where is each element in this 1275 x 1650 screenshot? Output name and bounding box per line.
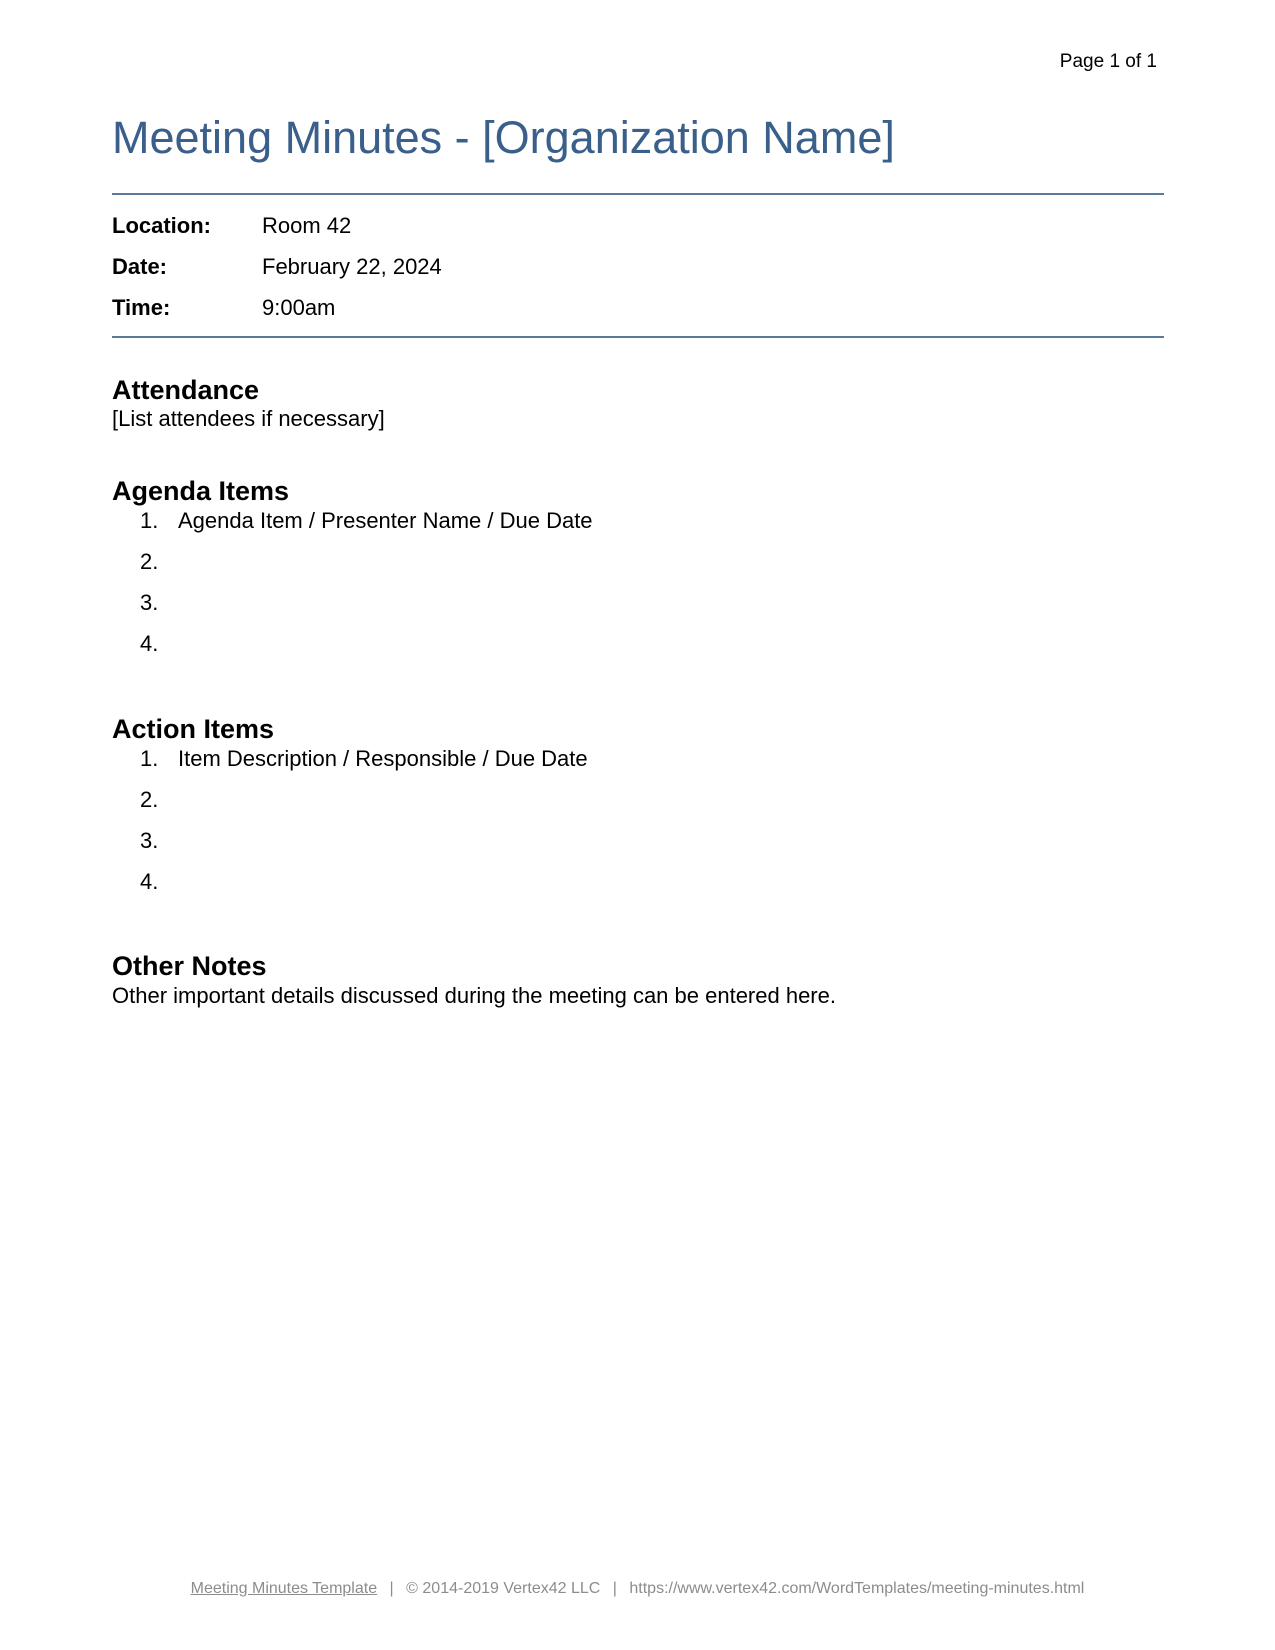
page-number: Page 1 of 1: [1059, 51, 1157, 72]
other-notes-text: Other important details discussed during the meeting can be entered here.: [112, 983, 836, 1008]
list-item-number: 1.: [140, 746, 159, 771]
date-label: Date:: [112, 254, 168, 279]
location-value: Room 42: [262, 213, 352, 238]
footer-separator: |: [612, 1580, 617, 1597]
list-item-text: Agenda Item / Presenter Name / Due Date: [178, 508, 593, 533]
list-item-number: 4.: [140, 631, 159, 656]
footer-url[interactable]: https://www.vertex42.com/WordTemplates/meeting-minutes.html: [629, 1580, 1085, 1597]
location-label: Location:: [112, 213, 211, 238]
list-item-number: 1.: [140, 508, 159, 533]
date-value: February 22, 2024: [262, 254, 442, 279]
list-item-number: 3.: [140, 828, 159, 853]
time-label: Time:: [112, 295, 171, 320]
list-item-text: Item Description / Responsible / Due Date: [178, 746, 588, 771]
list-item-number: 2.: [140, 787, 159, 812]
attendance-heading: Attendance: [112, 375, 260, 405]
list-item-number: 2.: [140, 549, 159, 574]
copyright-text: © 2014-2019 Vertex42 LLC: [406, 1580, 601, 1597]
time-value: 9:00am: [262, 295, 336, 320]
list-item-number: 4.: [140, 869, 159, 894]
date-row: [112, 252, 442, 282]
agenda-heading: Agenda Items: [112, 476, 290, 506]
header-divider-bottom: [112, 336, 1164, 338]
list-item-number: 3.: [140, 590, 159, 615]
footer-separator: |: [389, 1580, 394, 1597]
page-footer: [0, 1578, 1275, 1600]
attendance-text: [List attendees if necessary]: [112, 406, 385, 431]
header-divider-top: [112, 193, 1164, 195]
document-title: Meeting Minutes - [Organization Name]: [112, 112, 895, 163]
other-notes-heading: Other Notes: [112, 951, 267, 981]
time-row: [112, 293, 335, 323]
location-row: [112, 211, 351, 241]
template-link[interactable]: Meeting Minutes Template: [190, 1580, 378, 1597]
action-items-heading: Action Items: [112, 714, 275, 744]
